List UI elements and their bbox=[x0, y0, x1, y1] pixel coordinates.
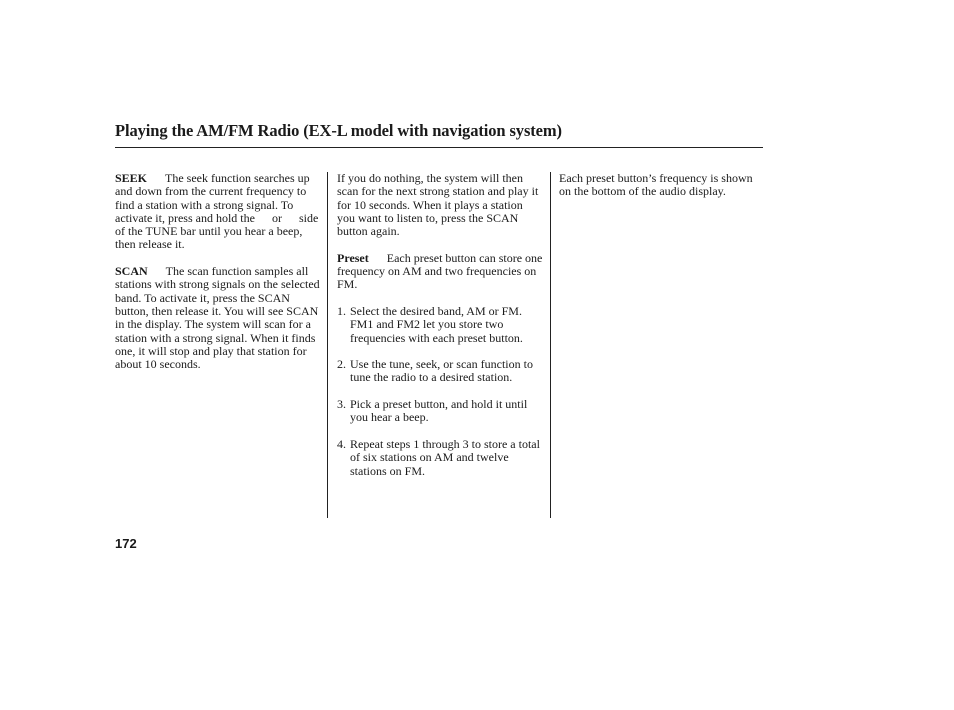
seek-paragraph bbox=[115, 172, 322, 252]
column-divider-1 bbox=[327, 172, 328, 518]
seek-text-a: The seek function searches up and down from the current frequency to find a station with a strong signal. To activate it, press and hold the bbox=[115, 171, 310, 225]
page-title: Playing the AM/FM Radio (EX-L model with navigation system) bbox=[115, 121, 562, 140]
seek-text-b: side of the TUNE bar until you hear a beep, then release it. bbox=[115, 210, 319, 252]
column-2 bbox=[337, 172, 543, 491]
step-number: 4. bbox=[337, 436, 346, 451]
title-rule bbox=[115, 147, 763, 148]
scan-continued-paragraph: If you do nothing, the system will then scan for the next strong station and play it for 10 seconds. When it plays a station you want to listen to, press the SCAN button again. bbox=[337, 171, 539, 239]
step-text: Use the tune, seek, or scan function to tune the radio to a desired station. bbox=[350, 357, 533, 385]
preset-text: Each preset button can store one frequency on AM and two frequencies on FM. bbox=[337, 250, 543, 292]
step-number: 2. bbox=[337, 357, 346, 372]
column-1 bbox=[115, 172, 322, 385]
step-text: Pick a preset button, and hold it until you hear a beep. bbox=[350, 397, 528, 425]
preset-term: Preset bbox=[337, 250, 369, 265]
preset-paragraph bbox=[337, 252, 543, 292]
step-4 bbox=[337, 438, 543, 478]
scan-term: SCAN bbox=[115, 264, 148, 279]
step-3 bbox=[337, 398, 543, 425]
page-number: 172 bbox=[115, 536, 137, 551]
step-2 bbox=[337, 358, 543, 385]
step-number: 1. bbox=[337, 303, 346, 318]
seek-text-or: or bbox=[271, 210, 282, 225]
step-text: Repeat steps 1 through 3 to store a total of six stations on AM and twelve stations on FM. bbox=[350, 436, 540, 478]
step-text: Select the desired band, AM or FM. FM1 and FM2 let you store two frequencies with each preset button. bbox=[350, 303, 523, 345]
column-3 bbox=[559, 172, 759, 212]
scan-text: The scan function samples all stations with strong signals on the selected band. To activate it, press the SCAN button, then release it. You will see SCAN in the display. The system will scan for a station with a strong signal. When it finds one, it will stop and play that station for about 10 seconds. bbox=[115, 264, 320, 372]
preset-display-paragraph: Each preset button’s frequency is shown on the bottom of the audio display. bbox=[559, 171, 753, 199]
scan-paragraph bbox=[115, 265, 322, 371]
seek-term: SEEK bbox=[115, 171, 148, 185]
column-divider-2 bbox=[550, 172, 551, 518]
step-1 bbox=[337, 305, 543, 345]
step-number: 3. bbox=[337, 397, 346, 412]
